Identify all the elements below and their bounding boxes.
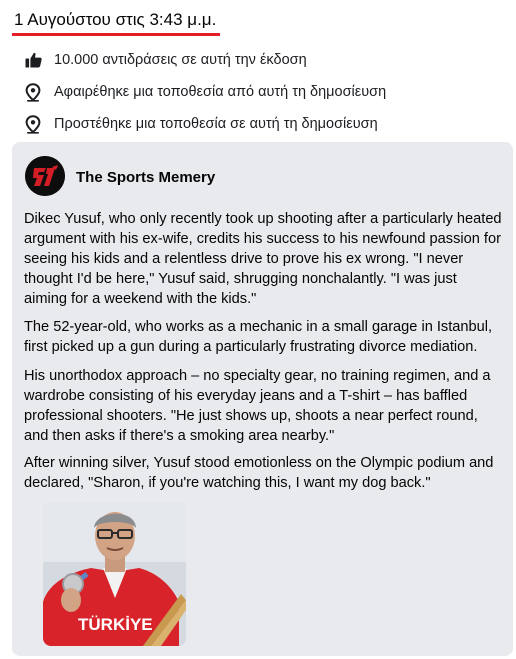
post-photo[interactable]: [43, 502, 186, 646]
page-avatar[interactable]: [25, 156, 65, 196]
page-name[interactable]: The Sports Memery: [76, 169, 216, 186]
post-paragraph: The 52-year-old, who works as a mechanic in a small garage in Istanbul, first picked up a gun during a particularly frustrating divorce mediation.: [24, 319, 493, 355]
history-item-location-removed: [24, 83, 386, 101]
history-item-location-added: [24, 115, 378, 133]
history-text: 10.000 αντιδράσεις σε αυτή την έκδοση: [54, 52, 307, 68]
edit-date: 1 Αυγούστου στις 3:43 μ.μ.: [14, 10, 217, 29]
post-preview-card: [12, 142, 513, 656]
jacket-text: TÜRKİYE: [78, 615, 153, 634]
post-paragraph: Dikec Yusuf, who only recently took up shooting after a particularly heated argument with his ex-wife, credits his success to his newfound passion for seeing his kids and a relentless drive to prove his ex wrong. "I never thought I'd be here," Yusuf said, shrugging nonchalantly. "I was just aiming for a weekend with the kids.": [24, 211, 502, 307]
thumbs-up-icon: [24, 51, 42, 69]
history-text: Αφαιρέθηκε μια τοποθεσία από αυτή τη δημοσίευση: [54, 84, 387, 100]
history-text: Προστέθηκε μια τοποθεσία σε αυτή τη δημοσίευση: [54, 116, 378, 132]
history-item-reactions: [24, 51, 307, 69]
location-pin-icon: [24, 83, 42, 101]
post-paragraph: His unorthodox approach – no specialty gear, no training regimen, and a wardrobe consisting of his everyday jeans and a T-shirt – has baffled professional shooters. "He just shows up, shoots a near perfect round, and then asks if there's a smoking area nearby.": [24, 368, 491, 444]
post-paragraph: After winning silver, Yusuf stood emotionless on the Olympic podium and declared, "Sharon, if you're watching this, I want my dog back.": [24, 455, 494, 491]
date-underline: [12, 33, 220, 36]
location-pin-icon: [24, 115, 42, 133]
